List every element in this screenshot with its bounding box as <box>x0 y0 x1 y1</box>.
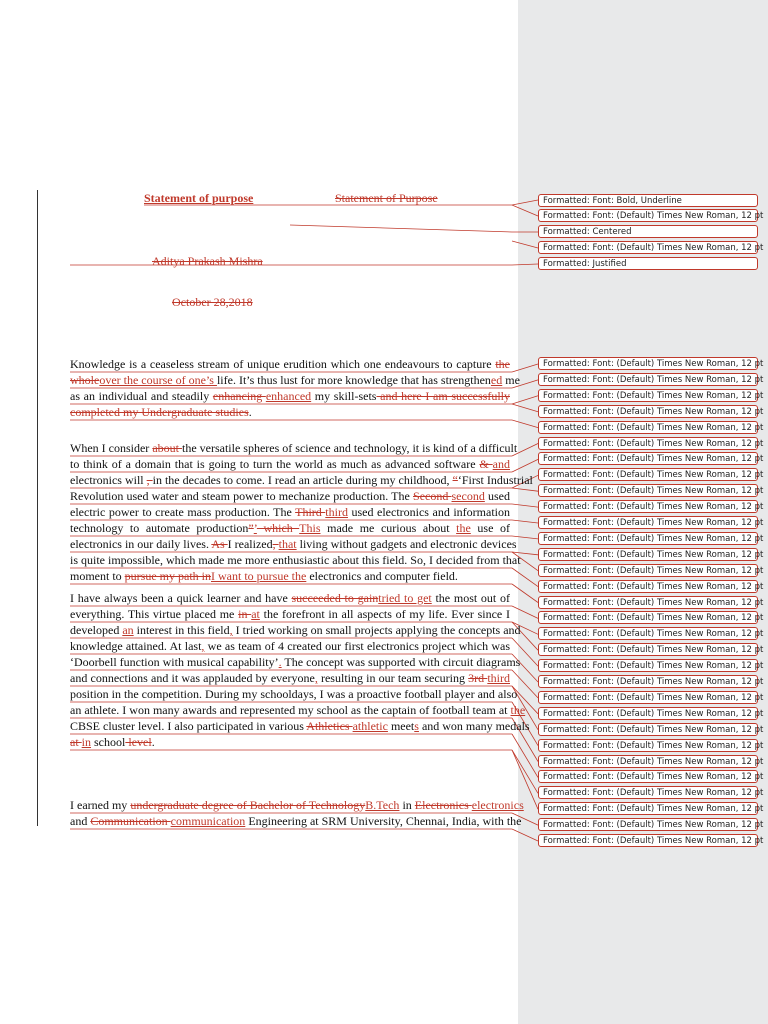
inserted-text: the <box>456 521 471 535</box>
comment-leader-line <box>512 364 538 372</box>
comment-balloon[interactable]: Formatted: Font: Bold, Underline <box>538 194 758 207</box>
text-run: electronics will <box>70 473 147 487</box>
text-line <box>70 405 510 419</box>
inserted-text: s <box>414 719 419 733</box>
comment-balloon[interactable]: Formatted: Justified <box>538 257 758 270</box>
comment-leader-line <box>512 568 538 587</box>
text-line <box>70 719 530 733</box>
text-run: I tried working on small projects applying the concepts and <box>232 623 521 637</box>
comment-balloon[interactable]: Formatted: Font: (Default) Times New Roman, 12 pt <box>538 596 758 609</box>
text-run: we as team of 4 created our first electronics project which was <box>204 639 510 653</box>
deleted-text: “ <box>452 473 458 487</box>
deleted-text: Electronics <box>414 798 472 812</box>
text-run: electronics and computer field. <box>306 569 458 583</box>
inserted-text: I want to pursue the <box>211 569 307 583</box>
text-run: Engineering at SRM University, Chennai, India, with the <box>245 814 522 828</box>
inserted-text: electronics <box>471 798 524 812</box>
comment-balloon[interactable]: Formatted: Font: (Default) Times New Roman, 12 pt <box>538 209 758 222</box>
text-run: made me curious about <box>320 521 457 535</box>
deleted-text: Second <box>413 489 452 503</box>
text-run: interest in this field <box>133 623 230 637</box>
comment-balloon[interactable]: Formatted: Font: (Default) Times New Roman, 12 pt <box>538 437 758 450</box>
text-run: and <box>70 814 91 828</box>
title-deleted: Statement of Purpose <box>335 191 438 205</box>
comment-leader-line <box>512 404 538 412</box>
text-line <box>70 655 521 669</box>
comment-leader-line <box>512 488 538 491</box>
text-run: used electronics and information <box>347 505 510 519</box>
text-run: in <box>399 798 415 812</box>
text-line <box>70 373 520 387</box>
inserted-text: , <box>314 671 318 685</box>
text-run: electric power to create mass production. The <box>70 505 296 519</box>
comment-leader-line <box>512 396 538 404</box>
deleted-text: about <box>152 441 182 455</box>
text-line <box>70 389 510 403</box>
text-run: the most out of <box>431 591 510 605</box>
comment-balloon[interactable]: Formatted: Font: (Default) Times New Roman, 12 pt <box>538 548 758 561</box>
text-run: . <box>248 405 252 419</box>
text-line <box>70 357 510 371</box>
text-run: the forefront in all aspects of my life. Ever since I <box>259 607 510 621</box>
inserted-text: enhanced <box>265 389 312 403</box>
inserted-text: an <box>122 623 134 637</box>
comment-balloon[interactable]: Formatted: Font: (Default) Times New Roman, 12 pt <box>538 468 758 481</box>
text-line <box>70 473 533 487</box>
comment-leader-line <box>512 584 538 603</box>
deleted-text: in <box>238 607 252 621</box>
inserted-text: , <box>201 639 205 653</box>
comment-leader-line <box>512 264 538 265</box>
deleted-text: & <box>479 457 493 471</box>
comment-balloon[interactable]: Formatted: Font: (Default) Times New Roman, 12 pt <box>538 500 758 513</box>
comment-balloon[interactable]: Formatted: Font: (Default) Times New Roman, 12 pt <box>538 627 758 640</box>
inserted-text: This <box>299 521 321 535</box>
comment-balloon[interactable]: Formatted: Font: (Default) Times New Roman, 12 pt <box>538 452 758 465</box>
text-line <box>70 537 517 551</box>
comment-leader-line <box>512 200 538 205</box>
text-run: use of <box>470 521 510 535</box>
inserted-text: third <box>487 671 510 685</box>
deleted-text: succeeded to gain <box>291 591 379 605</box>
inserted-text: . <box>278 655 282 669</box>
deleted-text: the <box>495 357 510 371</box>
inserted-text: and <box>492 457 510 471</box>
text-run: school <box>91 735 126 749</box>
text-line <box>70 457 510 471</box>
text-run: everything. This virtue placed me <box>70 607 239 621</box>
deleted-text: whole <box>70 373 100 387</box>
comment-balloon[interactable]: Formatted: Font: (Default) Times New Roman, 12 pt <box>538 675 758 688</box>
deleted-text: As <box>211 537 228 551</box>
inserted-text: second <box>451 489 485 503</box>
comment-balloon[interactable]: Formatted: Font: (Default) Times New Roman, 12 pt <box>538 770 758 783</box>
text-run: technology to automate production <box>70 521 249 535</box>
text-run: knowledge attained. At last <box>70 639 202 653</box>
inserted-text: in <box>81 735 92 749</box>
text-run: Knowledge is a ceaseless stream of unique erudition which one endeavours to capture <box>70 357 496 371</box>
text-line <box>70 671 510 685</box>
comment-leader-line <box>512 420 538 428</box>
text-run: is quite impossible, which made me more enthusiastic about this field. So, I decided from that <box>70 553 521 567</box>
text-run: my skill-sets <box>311 389 377 403</box>
comment-balloon[interactable]: Formatted: Centered <box>538 225 758 238</box>
author-deleted: Aditya Prakash Mishra <box>152 254 263 268</box>
text-line <box>70 687 518 701</box>
inserted-text: ’ <box>253 521 257 535</box>
deleted-text: , <box>146 473 153 487</box>
comment-balloon[interactable]: Formatted: Font: (Default) Times New Roman, 12 pt <box>538 373 758 386</box>
comment-leader-line <box>512 606 538 618</box>
text-run: moment to <box>70 569 125 583</box>
text-run: resulting in our team securing <box>317 671 469 685</box>
text-line <box>70 489 510 503</box>
comment-balloon[interactable]: Formatted: Font: (Default) Times New Roman, 12 pt <box>538 611 758 624</box>
comment-balloon[interactable]: Formatted: Font: (Default) Times New Roman, 12 pt <box>538 421 758 434</box>
text-run: meet <box>387 719 415 733</box>
text-run: to think of a domain that is going to turn the world as much as advanced software <box>70 457 480 471</box>
deleted-text: completed my Undergraduate studies <box>70 405 249 419</box>
inserted-text: at <box>251 607 260 621</box>
deleted-text: Athletics <box>306 719 353 733</box>
text-run: I realized <box>227 537 273 551</box>
comment-balloon[interactable]: Formatted: Font: (Default) Times New Roman, 12 pt <box>538 357 758 370</box>
comment-balloon[interactable]: Formatted: Font: (Default) Times New Roman, 12 pt <box>538 389 758 402</box>
deleted-text: and here I am successfully <box>376 389 510 403</box>
text-run: an athlete. I won many awards and represented my school as the captain of football team at <box>70 703 511 717</box>
date-deleted: October 28,2018 <box>172 295 253 309</box>
text-run: When I consider <box>70 441 153 455</box>
text-line <box>70 569 510 583</box>
deleted-text: enhancing <box>212 389 266 403</box>
comment-leader-line <box>512 241 538 248</box>
text-line <box>70 441 518 455</box>
text-line <box>70 553 521 567</box>
comment-balloon[interactable]: Formatted: Font: (Default) Times New Roman, 12 pt <box>538 580 758 593</box>
deleted-text: Third <box>295 505 326 519</box>
deleted-text: pursue my path in <box>124 569 211 583</box>
comment-leader-line <box>512 205 538 216</box>
text-line <box>70 591 510 605</box>
text-line <box>70 703 526 717</box>
comment-balloon[interactable]: Formatted: Font: (Default) Times New Roman, 12 pt <box>538 834 758 847</box>
comment-balloon[interactable]: Formatted: Font: (Default) Times New Roman, 12 pt <box>538 691 758 704</box>
deleted-text: at <box>70 735 82 749</box>
text-run: developed <box>70 623 123 637</box>
comment-balloon[interactable]: Formatted: Font: (Default) Times New Roman, 12 pt <box>538 707 758 720</box>
comment-leader-line <box>512 520 538 523</box>
text-run: living without gadgets and electronic devices <box>296 537 517 551</box>
inserted-text: tried to get <box>378 591 432 605</box>
comment-leader-line <box>512 504 538 507</box>
comment-balloon[interactable]: Formatted: Font: (Default) Times New Roman, 12 pt <box>538 739 758 752</box>
deleted-text: ” <box>248 521 254 535</box>
text-run: I earned my <box>70 798 131 812</box>
text-line <box>70 505 510 519</box>
text-run: life. It’s thus lust for more knowledge that has strengthen <box>216 373 491 387</box>
text-line <box>70 521 510 535</box>
text-run: electronics in our daily lives. <box>70 537 212 551</box>
text-run: used <box>484 489 511 503</box>
comment-balloon[interactable]: Formatted: Font: (Default) Times New Roman, 12 pt <box>538 516 758 529</box>
comment-balloon[interactable]: Formatted: Font: (Default) Times New Roman, 12 pt <box>538 802 758 815</box>
title-inserted: Statement of purpose <box>144 191 254 205</box>
comment-balloon[interactable]: Formatted: Font: (Default) Times New Roman, 12 pt <box>538 564 758 577</box>
text-run: in the decades to come. I read an article during my childhood, <box>152 473 453 487</box>
comment-balloon[interactable]: Formatted: Font: (Default) Times New Roman, 12 pt <box>538 818 758 831</box>
text-run: ‘First Industrial <box>457 473 533 487</box>
text-run: CBSE cluster level. I also participated in various <box>70 719 307 733</box>
text-run: position in the competition. During my schooldays, I was a proactive football player and also <box>70 687 518 701</box>
inserted-text: athletic <box>352 719 388 733</box>
text-run: and won many medals <box>418 719 530 733</box>
text-line <box>70 814 522 828</box>
text-run: the versatile spheres of science and technology, it is kind of a difficult <box>181 441 518 455</box>
text-line <box>70 798 524 812</box>
comment-leader-line <box>512 829 538 841</box>
text-run: as an individual and steadily <box>70 389 213 403</box>
deleted-text: undergraduate degree of Bachelor of Technology <box>130 798 366 812</box>
comment-balloon[interactable]: Formatted: Font: (Default) Times New Roman, 12 pt <box>538 659 758 672</box>
comment-balloon[interactable]: Formatted: Font: (Default) Times New Roman, 12 pt <box>538 532 758 545</box>
inserted-text: third <box>325 505 348 519</box>
comment-balloon[interactable]: Formatted: Font: (Default) Times New Roman, 12 pt <box>538 484 758 497</box>
text-run: Revolution used water and steam power to mechanize production. The <box>70 489 414 503</box>
text-run: The concept was supported with circuit diagrams <box>281 655 521 669</box>
inserted-text: B.Tech <box>365 798 400 812</box>
text-run: ‘Doorbell function with musical capability’ <box>70 655 279 669</box>
inserted-text: , <box>229 623 233 637</box>
comment-balloon[interactable]: Formatted: Font: (Default) Times New Roman, 12 pt <box>538 723 758 736</box>
inserted-text: the <box>510 703 526 717</box>
inserted-text: communication <box>170 814 246 828</box>
text-line <box>70 639 510 653</box>
comment-leader-line <box>512 459 538 472</box>
deleted-text: 3rd <box>468 671 488 685</box>
text-line <box>70 735 510 749</box>
text-line <box>70 607 510 621</box>
inserted-text: that <box>278 537 297 551</box>
comment-balloon[interactable]: Formatted: Font: (Default) Times New Roman, 12 pt <box>538 786 758 799</box>
text-run: me <box>502 373 520 387</box>
comment-balloon[interactable]: Formatted: Font: (Default) Times New Roman, 12 pt <box>538 241 758 254</box>
text-run: . <box>151 735 155 749</box>
deleted-text: Communication <box>90 814 171 828</box>
text-run: I have always been a quick learner and have <box>70 591 292 605</box>
comment-balloon[interactable]: Formatted: Font: (Default) Times New Roman, 12 pt <box>538 405 758 418</box>
inserted-text: over the course of one’s <box>99 373 217 387</box>
inserted-text: ed <box>490 373 503 387</box>
comment-balloon[interactable]: Formatted: Font: (Default) Times New Roman, 12 pt <box>538 643 758 656</box>
comment-leader-line <box>290 225 512 232</box>
text-run: and connections and it was applauded by everyone <box>70 671 315 685</box>
deleted-text: which <box>256 521 300 535</box>
deleted-text: level <box>125 735 152 749</box>
deleted-text: , <box>272 537 279 551</box>
comment-balloon[interactable]: Formatted: Font: (Default) Times New Roman, 12 pt <box>538 755 758 768</box>
text-line <box>70 623 521 637</box>
